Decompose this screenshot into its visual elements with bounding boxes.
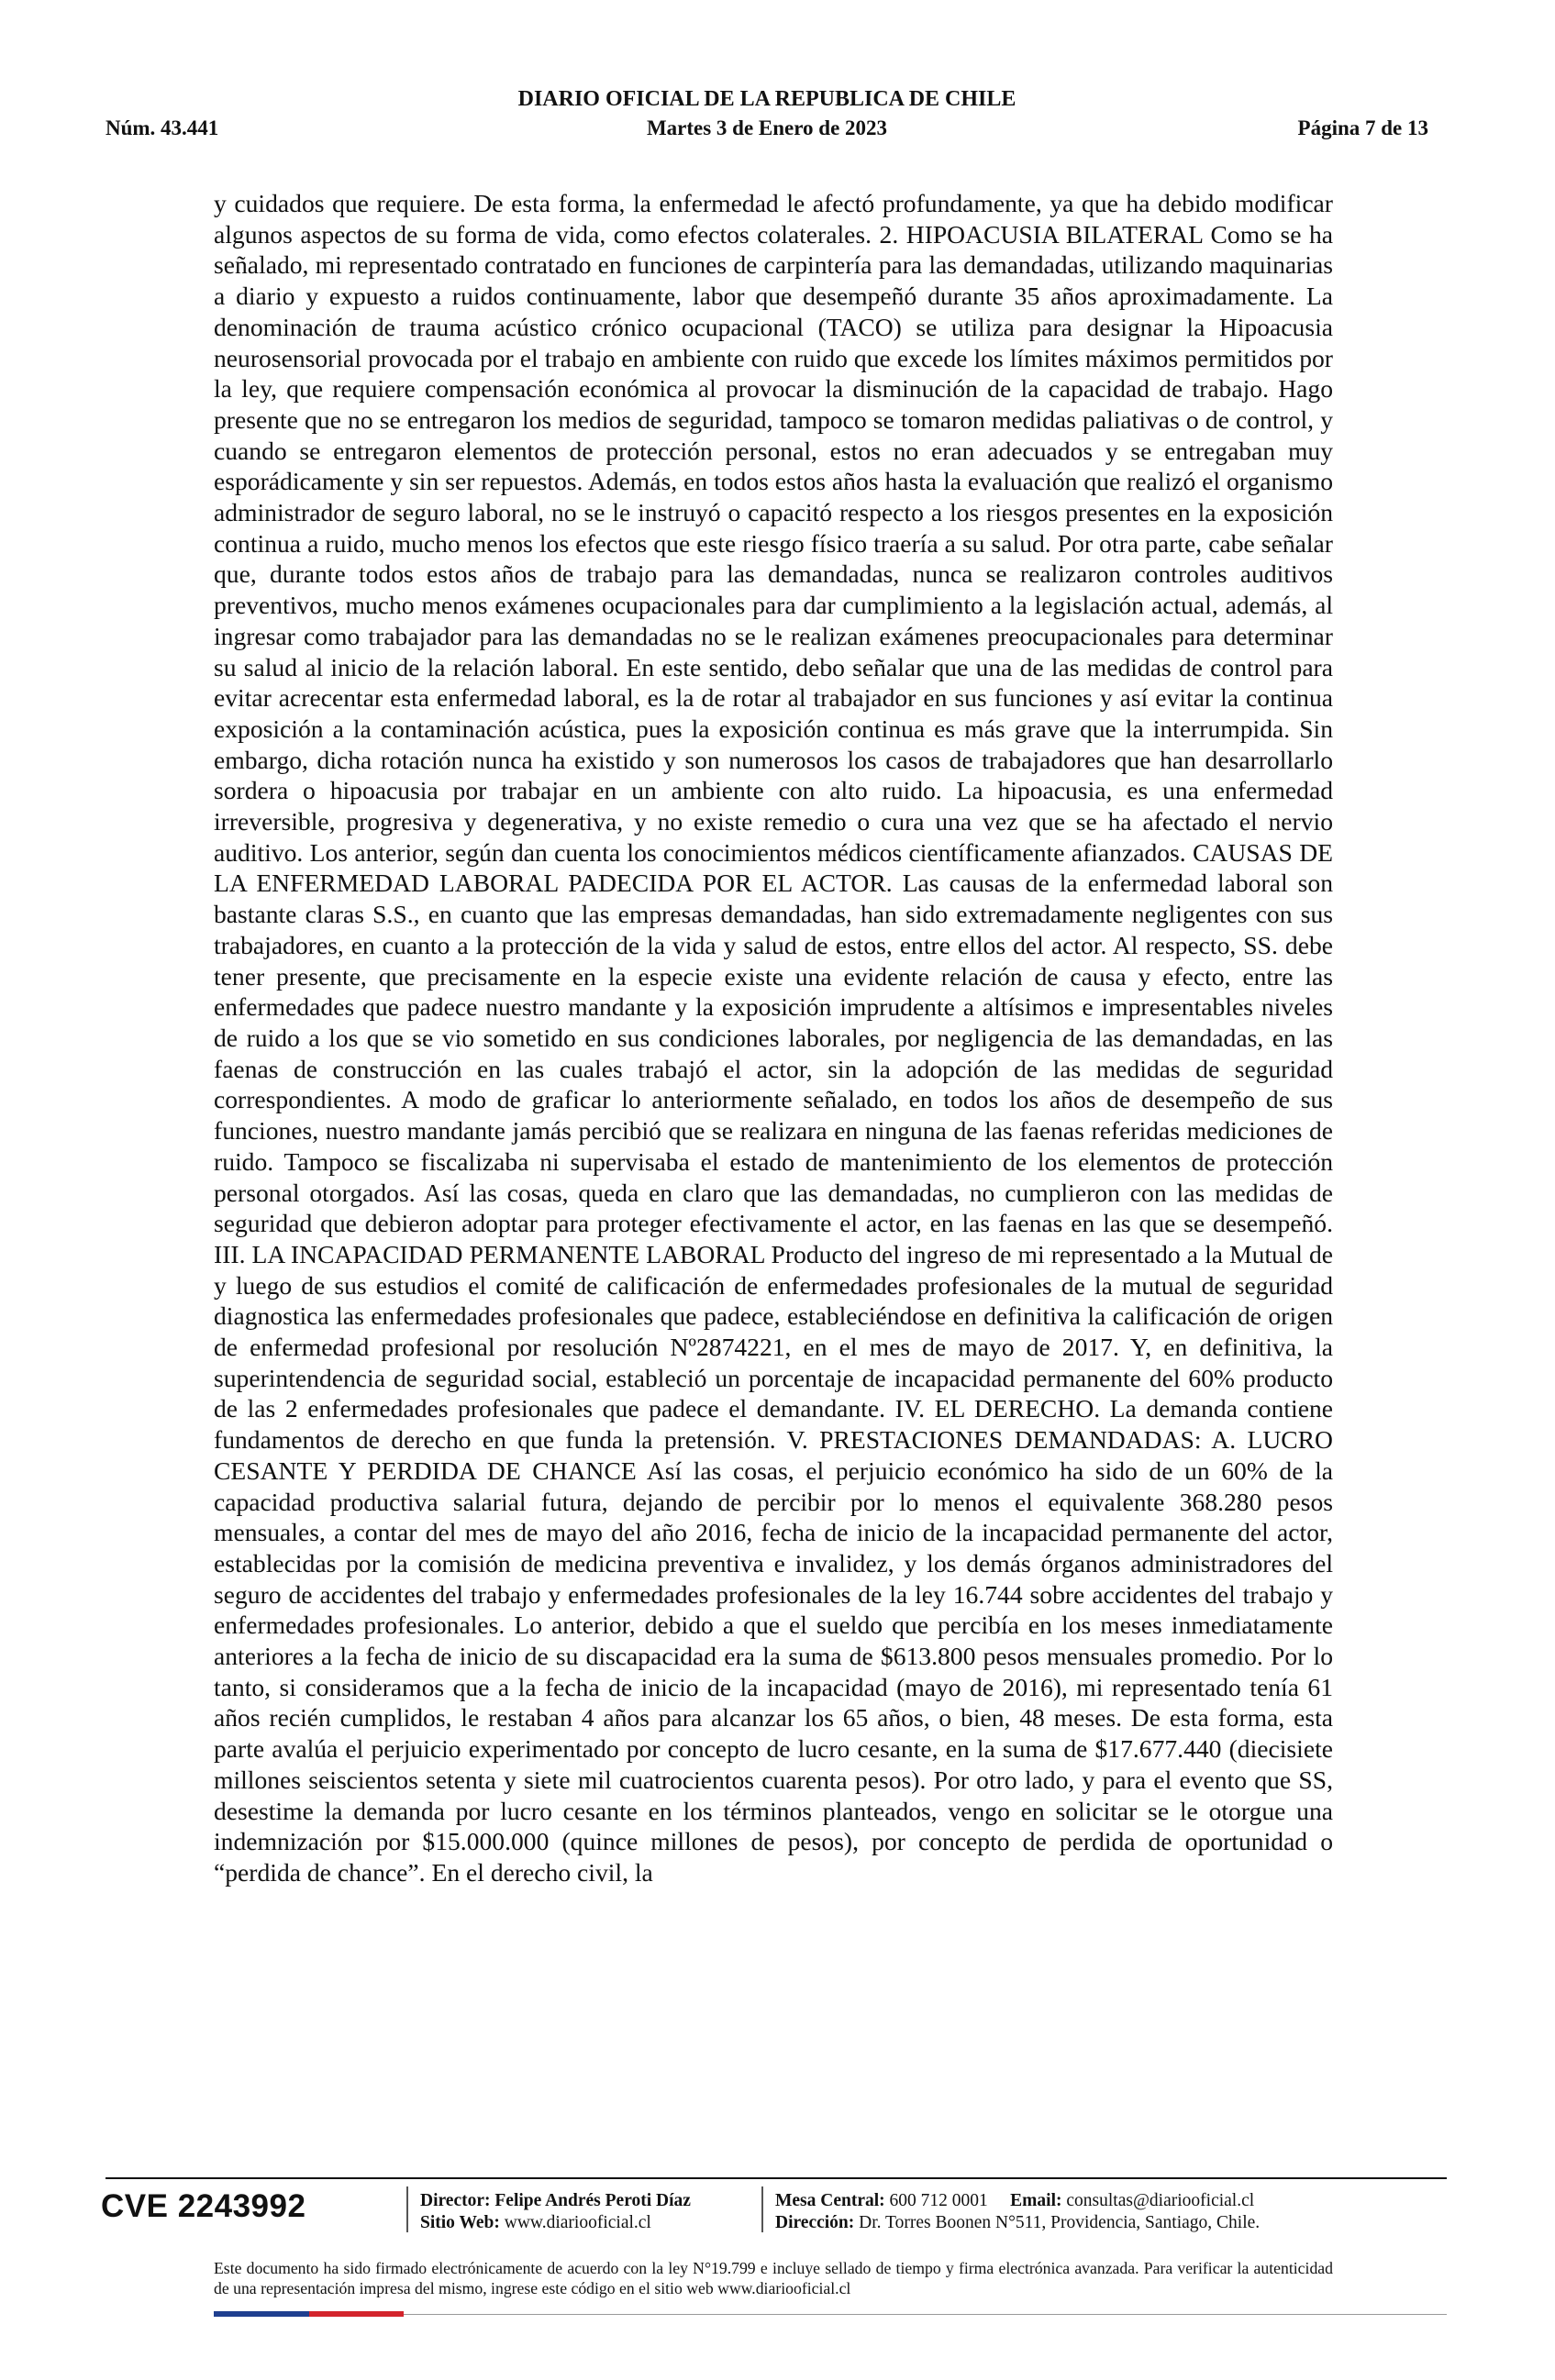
page-header (106, 87, 1428, 151)
email-label: Email: (1010, 2191, 1062, 2210)
email-link[interactable]: consultas@diariooficial.cl (1066, 2191, 1255, 2210)
director-name: Felipe Andrés Peroti Díaz (494, 2191, 691, 2210)
bottom-divider (404, 2314, 1447, 2315)
address-line (775, 2212, 1260, 2234)
issue-number: Núm. 43.441 (106, 116, 219, 139)
phone-value: 600 712 0001 (889, 2191, 988, 2210)
address-label: Dirección: (775, 2213, 855, 2232)
body-text (214, 188, 1333, 2123)
page-number: Página 7 de 13 (1297, 116, 1428, 139)
website-label: Sitio Web: (420, 2213, 500, 2232)
cve-code: CVE 2243992 (101, 2188, 306, 2224)
address-value: Dr. Torres Boonen N°511, Providencia, Santiago, Chile. (859, 2213, 1261, 2232)
phone-label: Mesa Central: (775, 2191, 885, 2210)
footer-divider (106, 2177, 1447, 2179)
website-link[interactable]: www.diariooficial.cl (504, 2213, 651, 2232)
publication-title: DIARIO OFICIAL DE LA REPUBLICA DE CHILE (517, 87, 1016, 111)
director-block (420, 2190, 691, 2234)
director-label: Director: (420, 2191, 491, 2210)
phone-email-line (775, 2190, 1260, 2212)
body-paragraph: y cuidados que requiere. De esta forma, la enfermedad le afectó profundamente, ya que ha debido modificar algunos aspectos de su forma de vida, como efectos colaterales. 2. HIPOACUSIA BILATERAL Como se ha señalado, mi representado contratado en funciones de carpintería para las demandadas, utilizando maquinarias a diario y expuesto a ruidos continuamente, labor que desempeñó durante 35 años aproximadamente. La denominación de trauma acústico crónico ocupacional (TACO) se utiliza para designar la Hipoacusia neurosensorial provocada por el trabajo en ambiente con ruido que excede los límites máximos permitidos por la ley, que requiere compensación económica al provocar la disminución de la capacidad de trabajo. Hago presente que no se entregaron los medios de seguridad, tampoco se tomaron medidas paliativas o de control, y cuando se entregaron elementos de protección personal, estos no eran adecuados y se entregaban muy esporádicamente y sin ser repuestos. Además, en todos estos años hasta la evaluación que realizó el organismo administrador de seguro laboral, no se le instruyó o capacitó respecto a los riesgos presentes en la exposición continua a ruido, mucho menos los efectos que este riesgo físico traería a su salud. Por otra parte, cabe señalar que, durante todos estos años de trabajo para las demandadas, nunca se realizaron controles auditivos preventivos, mucho menos exámenes ocupacionales para dar cumplimiento a la legislación actual, además, al ingresar como trabajador para las demandadas no se le realizan exámenes preocupacionales para determinar su salud al inicio de la relación laboral. En este sentido, debo señalar que una de las medidas de control para evitar acrecentar esta enfermedad laboral, es la de rotar al trabajador en sus funciones y así evitar la continua exposición a la contaminación acústica, pues la exposición continua es más grave que la interrumpida. Sin embargo, dicha rotación nunca ha existido y son numerosos los casos de trabajadores que han desarrollarlo sordera o hipoacusia por trabajar en un ambiente con alto ruido. La hipoacusia, es una enfermedad irreversible, progresiva y degenerativa, y no existe remedio o cura una vez que se ha afectado el nervio auditivo. Los anterior, según dan cuenta los conocimientos médicos científicamente afianzados. CAUSAS DE LA ENFERMEDAD LABORAL PADECIDA POR EL ACTOR. Las causas de la enfermedad laboral son bastante claras S.S., en cuanto que las empresas demandadas, han sido extremadamente negligentes con sus trabajadores, en cuanto a la protección de la vida y salud de estos, entre ellos del actor. Al respecto, SS. debe tener presente, que precisamente en la especie existe una evidente relación de causa y efecto, entre las enfermedades que padece nuestro mandante y la exposición imprudente a altísimos e impresentables niveles de ruido a los que se vio sometido en sus condiciones laborales, por negligencia de las demandadas, en las faenas de construcción en las cuales trabajó el actor, sin la adopción de las medidas de seguridad correspondientes. A modo de graficar lo anteriormente señalado, en todos los años de desempeño de sus funciones, nuestro mandante jamás percibió que se realizara en ninguna de las faenas referidas mediciones de ruido. Tampoco se fiscalizaba ni supervisaba el estado de mantenimiento de los elementos de protección personal otorgados. Así las cosas, queda en claro que las demandadas, no cumplieron con las medidas de seguridad que debieron adoptar para proteger efectivamente el actor, en las faenas en las que se desempeñó. III. LA INCAPACIDAD PERMANENTE LABORAL Producto del ingreso de mi representado a la Mutual de y luego de sus estudios el comité de calificación de enfermedades profesionales de la mutual de seguridad diagnostica las enfermedades profesionales que padece, estableciéndose en definitiva la calificación de origen de enfermedad profesional por resolución Nº2874221, en el mes de mayo de 2017. Y, en definitiva, la superintendencia de seguridad social, estableció un porcentaje de incapacidad permanente del 60% producto de las 2 enfermedades profesionales que padece el demandante. IV. EL DERECHO. La demanda contiene fundamentos de derecho en que funda la pretensión. V. PRESTACIONES DEMANDADAS: A. LUCRO CESANTE Y PERDIDA DE CHANCE Así las cosas, el perjuicio económico ha sido de un 60% de la capacidad productiva salarial futura, dejando de percibir por lo menos el equivalente 368.280 pesos mensuales, a contar del mes de mayo del año 2016, fecha de inicio de la incapacidad permanente del actor, establecidas por la comisión de medicina preventiva e invalidez, y los demás órganos administradores del seguro de accidentes del trabajo y enfermedades profesionales de la ley 16.744 sobre accidentes del trabajo y enfermedades profesionales. Lo anterior, debido a que el sueldo que percibía en los meses inmediatamente anteriores a la fecha de inicio de su discapacidad era la suma de $613.800 pesos mensuales promedio. Por lo tanto, si consideramos que a la fecha de inicio de la incapacidad (mayo de 2016), mi representado tenía 61 años recién cumplidos, le restaban 4 años para alcanzar los 65 años, o bien, 48 meses. De esta forma, esta parte avalúa el perjuicio experimentado por concepto de lucro cesante, en la suma de $17.677.440 (diecisiete millones seiscientos setenta y siete mil cuatrocientos cuarenta pesos). Por otro lado, y para el evento que SS, desestime la demanda por lucro cesante en los términos planteados, vengo en solicitar se le otorgue una indemnización por $15.000.000 (quince millones de pesos), por concepto de perdida de oportunidad o “perdida de chance”. En el derecho civil, la (214, 189, 1333, 1887)
flag-red-segment (309, 2311, 405, 2317)
director-line (420, 2190, 691, 2212)
legal-notice (214, 2258, 1333, 2298)
legal-notice-text: Este documento ha sido firmado electrónicamente de acuerdo con la ley N°19.799 e incluye sellado de tiempo y firma electrónica avanzada. Para verificar la autenticidad de una representación impresa del mismo, ingrese este código en el sitio web www.diariooficial.cl (214, 2259, 1333, 2297)
contact-block (775, 2190, 1260, 2234)
flag-blue-segment (214, 2311, 309, 2317)
website-line (420, 2212, 691, 2234)
footer-separator (406, 2186, 408, 2232)
publication-date: Martes 3 de Enero de 2023 (646, 116, 888, 139)
flag-stripe (214, 2311, 404, 2317)
footer-separator (761, 2186, 763, 2232)
